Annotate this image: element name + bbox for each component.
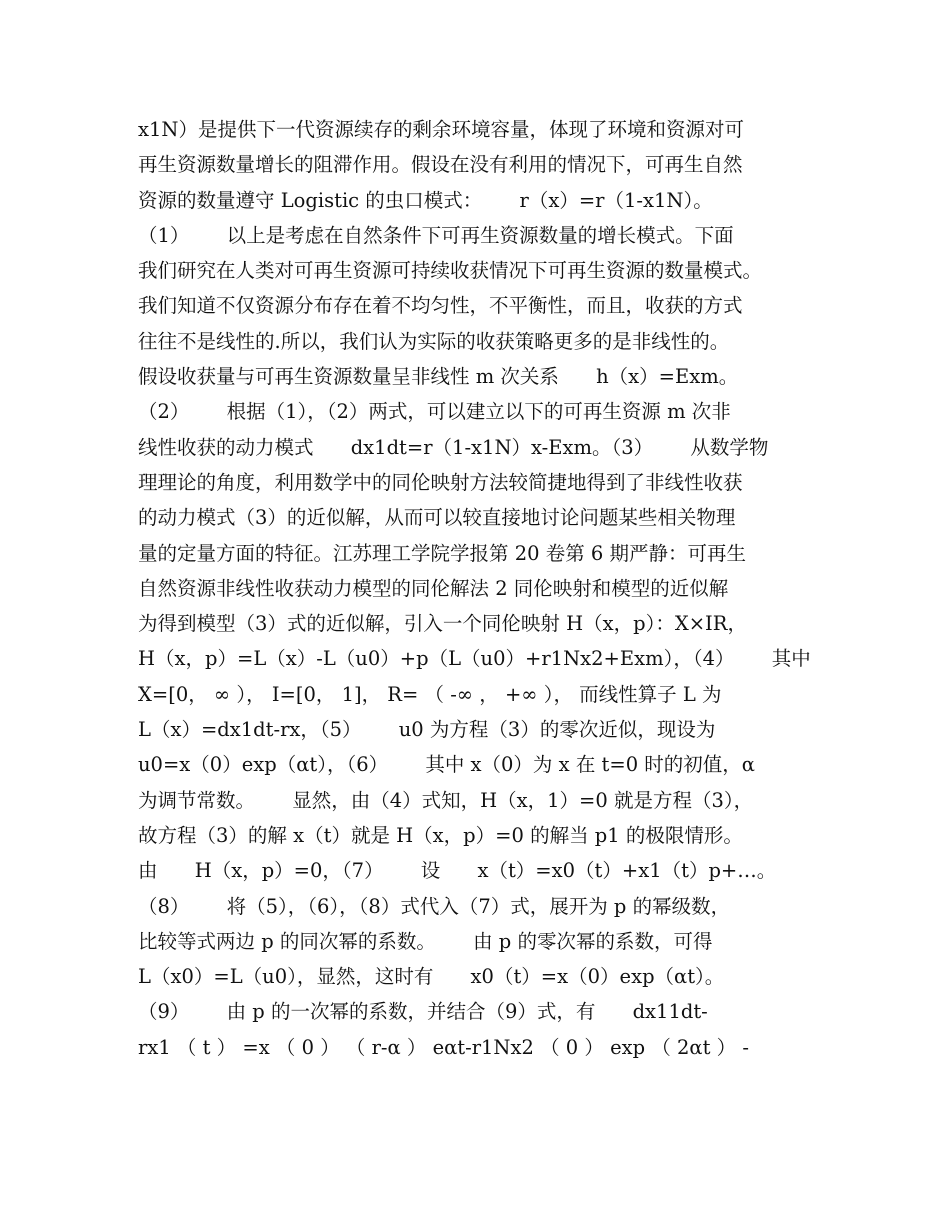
text-line: 我们知道不仅资源分布存在着不均匀性，不平衡性，而且，收获的方式 — [138, 294, 743, 318]
text-line: （9） 由 p 的一次幂的系数，并结合（9）式，有 dx11dt- — [138, 1000, 708, 1024]
text-line: 由 H（x，p）=0，（7） 设 x（t）=x0（t）+x1（t）p+…。 — [138, 859, 777, 883]
text-line: rx1 （ t ） =x （ 0 ） （ r-α ） eαt-r1Nx2 （ 0 ） exp （ 2αt ） - — [138, 1035, 749, 1059]
text-line: 自然资源非线性收获动力模型的同伦解法 2 同伦映射和模型的近似解 — [138, 576, 729, 600]
text-line: 故方程（3）的解 x（t）就是 H（x，p）=0 的解当 p1 的极限情形。 — [138, 823, 743, 847]
text-line: 再生资源数量增长的阻滞作用。假设在没有利用的情况下，可再生自然 — [138, 153, 743, 177]
text-line: 为调节常数。 显然，由（4）式知，H（x，1）=0 就是方程（3）， — [138, 788, 754, 812]
text-line: 比较等式两边 p 的同次幂的系数。 由 p 的零次幂的系数，可得 — [138, 929, 713, 953]
text-line: x1N）是提供下一代资源续存的剩余环境容量，体现了环境和资源对可 — [138, 118, 744, 141]
text-line: 量的定量方面的特征。江苏理工学院学报第 20 卷第 6 期严静：可再生 — [138, 541, 747, 565]
text-line: X=[0， ∞ ）， I=[0， 1]， R= （ -∞ ， +∞ ）， 而线性算子 L 为 — [138, 682, 722, 706]
text-line: H（x，p）=L（x）-L（u0）+p（L（u0）+r1Nx2+Exm），（4） 其中 — [138, 647, 811, 671]
text-line: 往往不是线性的.所以，我们认为实际的收获策略更多的是非线性的。 — [138, 329, 730, 353]
text-line: L（x0）=L（u0），显然，这时有 x0（t）=x（0）exp（αt）。 — [138, 965, 725, 989]
text-line: （8） 将（5），（6），（8）式代入（7）式，展开为 p 的幂级数， — [138, 894, 731, 918]
text-line: L（x）=dx1dt-rx，（5） u0 为方程（3）的零次近似，现设为 — [138, 718, 716, 742]
text-line: 我们研究在人类对可再生资源可持续收获情况下可再生资源的数量模式。 — [138, 259, 763, 283]
text-line: 的动力模式（3）的近似解，从而可以较直接地讨论问题某些相关物理 — [138, 506, 736, 530]
text-line: 理理论的角度，利用数学中的同伦映射方法较简捷地得到了非线性收获 — [138, 470, 743, 494]
text-line: 资源的数量遵守 Logistic 的虫口模式： r（x）=r（1-x1N）。 — [138, 188, 713, 212]
text-line: （2） 根据（1），（2）两式，可以建立以下的可再生资源 m 次非 — [138, 400, 731, 424]
text-line: 为得到模型（3）式的近似解，引入一个同伦映射 H（x，p）：X×IR， — [138, 612, 747, 636]
text-line: u0=x（0）exp（αt），（6） 其中 x（0）为 x 在 t=0 时的初值，α — [138, 753, 755, 777]
body-text — [138, 112, 818, 1065]
text-line: 线性收获的动力模式 dx1dt=r（1-x1N）x-Exm。（3） 从数学物 — [138, 435, 769, 459]
text-line: （1） 以上是考虑在自然条件下可再生资源数量的增长模式。下面 — [138, 223, 734, 247]
text-line: 假设收获量与可再生资源数量呈非线性 m 次关系 h（x）=Exm。 — [138, 365, 739, 389]
